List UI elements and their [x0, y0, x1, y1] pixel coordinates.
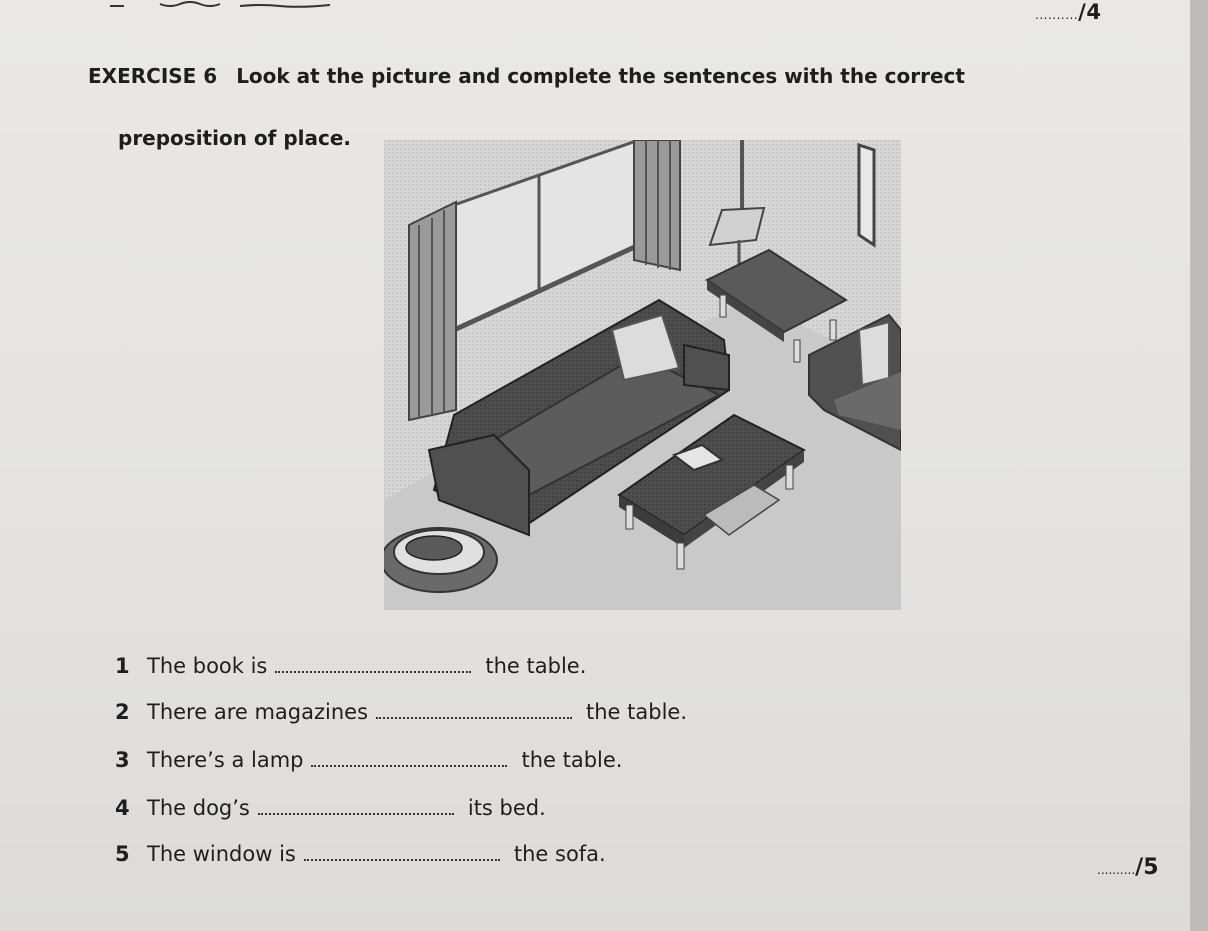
instruction-line-2: preposition of place. [118, 126, 352, 150]
sentence-1: 1 The book is the table. [115, 654, 587, 678]
answer-blank-3[interactable] [311, 751, 507, 767]
page-edge [1190, 0, 1208, 931]
wall-frame [859, 145, 874, 245]
curtain-left [409, 202, 456, 420]
score-bottom: ........../5 [1097, 855, 1159, 880]
instruction-line-1: Look at the picture and complete the sentences with the correct [236, 64, 965, 88]
answer-blank-4[interactable] [258, 799, 454, 815]
dog-bed [384, 528, 497, 592]
previous-exercise-fragment [0, 0, 560, 18]
answer-blank-1[interactable] [275, 657, 471, 673]
answer-blank-2[interactable] [376, 703, 572, 719]
score-top: ........../4 [1035, 0, 1102, 24]
sentence-4: 4 The dog’s its bed. [115, 796, 546, 820]
exercise-label: EXERCISE 6 [88, 64, 218, 88]
sentence-3: 3 There’s a lamp the table. [115, 748, 623, 772]
answer-blank-5[interactable] [304, 845, 500, 861]
curtain-right [634, 140, 680, 270]
living-room-illustration [384, 140, 901, 610]
sentence-2: 2 There are magazines the table. [115, 700, 688, 724]
sentence-5: 5 The window is the sofa. [115, 842, 606, 866]
dog [406, 536, 462, 560]
